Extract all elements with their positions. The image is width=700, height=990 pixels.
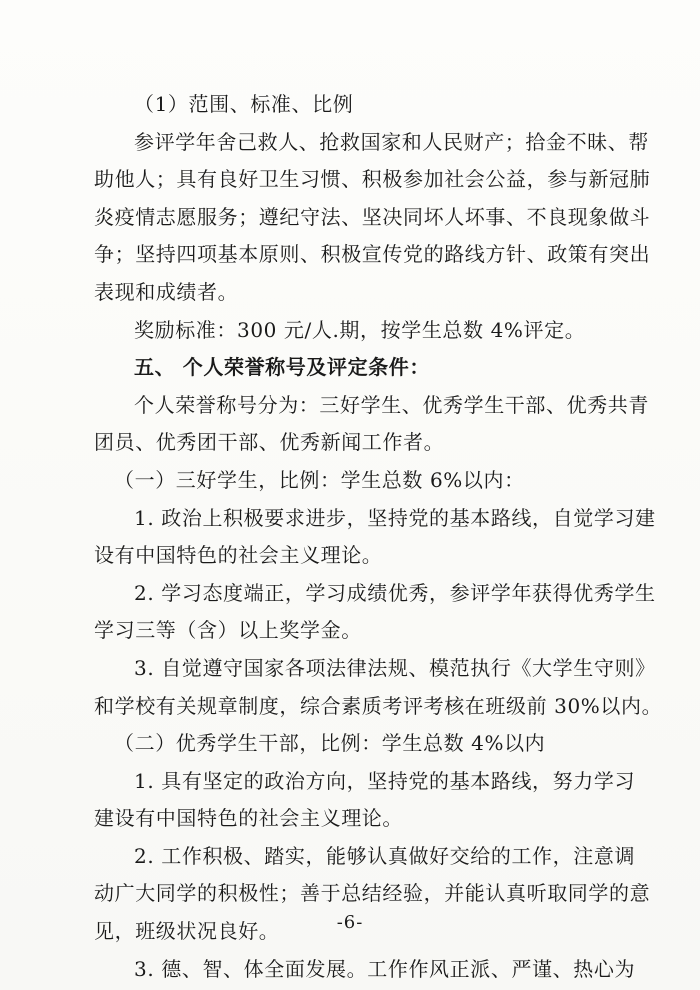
list-item-line: 动广大同学的积极性；善于总结经验，并能认真听取同学的意: [94, 881, 651, 906]
paragraph-line: 表现和成绩者。: [94, 279, 239, 304]
list-item-line: 见，班级状况良好。: [94, 919, 280, 944]
subsection-heading: （二）优秀学生干部，比例：学生总数 4%以内: [114, 731, 546, 756]
paragraph-line: 参评学年舍己救人、抢救国家和人民财产；拾金不昧、帮: [134, 129, 649, 154]
list-item-line: 2. 工作积极、踏实，能够认真做好交给的工作，注意调: [134, 843, 636, 868]
subsection-heading: （1）范围、标准、比例: [134, 92, 354, 116]
paragraph-line: 团员、优秀团干部、优秀新闻工作者。: [94, 430, 445, 455]
paragraph-line: 奖励标准：300 元/人.期，按学生总数 4%评定。: [134, 317, 586, 342]
section-heading: 五、 个人荣誉称号及评定条件：: [134, 355, 430, 380]
paragraph-line: 争；坚持四项基本原则、积极宣传党的路线方针、政策有突出: [94, 242, 651, 267]
paragraph-line: 个人荣誉称号分为：三好学生、优秀学生干部、优秀共青: [134, 392, 649, 417]
list-item-line: 建设有中国特色的社会主义理论。: [94, 806, 403, 831]
paragraph-line: 炎疫情志愿服务；遵纪守法、坚决同坏人坏事、不良现象做斗: [94, 204, 651, 229]
list-item-line: 2. 学习态度端正，学习成绩优秀，参评学年获得优秀学生: [134, 580, 656, 605]
subsection-heading: （一）三好学生，比例：学生总数 6%以内：: [114, 467, 525, 492]
list-item-line: 和学校有关规章制度，综合素质考评考核在班级前 30%以内。: [94, 693, 663, 718]
list-item-line: 设有中国特色的社会主义理论。: [94, 543, 383, 568]
list-item-line: 学习三等（含）以上奖学金。: [94, 618, 362, 643]
document-body: [94, 86, 663, 988]
list-item-line: 3. 自觉遵守国家各项法律法规、模范执行《大学生守则》: [134, 655, 656, 680]
page-number: -6-: [336, 912, 364, 933]
list-item-line: 3. 德、智、体全面发展。工作作风正派、严谨、热心为: [134, 956, 636, 981]
paragraph-line: 助他人；具有良好卫生习惯、积极参加社会公益，参与新冠肺: [94, 167, 651, 192]
list-item-line: 1. 具有坚定的政治方向，坚持党的基本路线，努力学习: [134, 768, 636, 793]
list-item-line: 1. 政治上积极要求进步，坚持党的基本路线，自觉学习建: [134, 505, 656, 530]
